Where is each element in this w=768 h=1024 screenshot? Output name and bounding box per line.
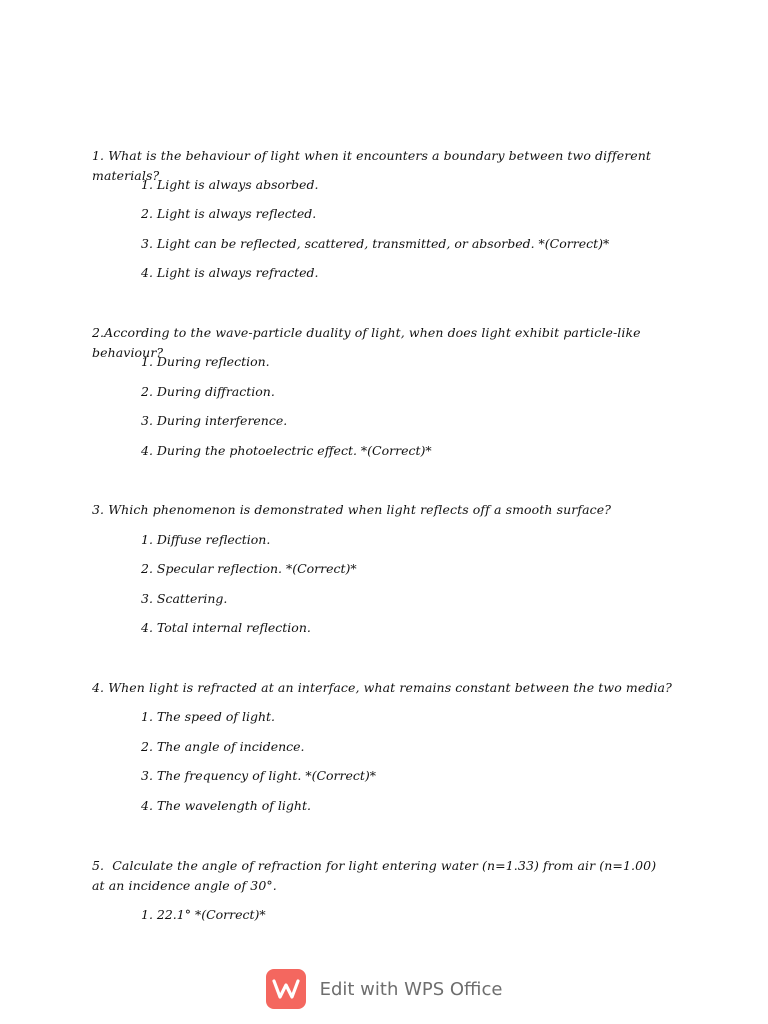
question-3-option-2: 2. Specular reflection. *(Correct)* bbox=[141, 561, 357, 576]
question-4-option-1: 1. The speed of light. bbox=[141, 709, 276, 724]
question-4-option-2: 2. The angle of incidence. bbox=[141, 739, 305, 754]
question-3: 3. Which phenomenon is demonstrated when light reflects off a smooth surface? bbox=[92, 502, 612, 517]
question-3-option-1: 1. Diffuse reflection. bbox=[141, 532, 271, 547]
wps-logo-icon bbox=[266, 969, 306, 1009]
question-2-option-3: 3. During interference. bbox=[141, 413, 288, 428]
question-1-option-2: 2. Light is always reflected. bbox=[141, 206, 317, 221]
question-5-option-1: 1. 22.1° *(Correct)* bbox=[141, 907, 266, 922]
question-3-option-3: 3. Scattering. bbox=[141, 591, 228, 606]
question-1-option-1: 1. Light is always absorbed. bbox=[141, 177, 319, 192]
question-4-option-3: 3. The frequency of light. *(Correct)* bbox=[141, 768, 377, 783]
question-5: 5. Calculate the angle of refraction for light entering water (n=1.33) from air (n=1.00) at an incidence angle of 30°. bbox=[92, 858, 661, 893]
question-4: 4. When light is refracted at an interface, what remains constant between the two media? bbox=[92, 680, 672, 695]
wps-w-glyph bbox=[272, 978, 300, 1000]
question-2: 2.According to the wave-particle duality of light, when does light exhibit particle-like behaviour? bbox=[92, 325, 645, 360]
question-1: 1. What is the behaviour of light when it encounters a boundary between two different materials? bbox=[92, 148, 656, 183]
question-1-option-4: 4. Light is always refracted. bbox=[141, 265, 319, 280]
question-1-option-3: 3. Light can be reflected, scattered, transmitted, or absorbed. *(Correct)* bbox=[141, 236, 610, 251]
question-2-option-1: 1. During reflection. bbox=[141, 354, 270, 369]
question-3-option-4: 4. Total internal reflection. bbox=[141, 620, 311, 635]
wps-edit-banner[interactable] bbox=[0, 968, 768, 1010]
wps-edit-label[interactable]: Edit with WPS Office bbox=[319, 978, 503, 1000]
question-4-option-4: 4. The wavelength of light. bbox=[141, 798, 311, 813]
question-2-option-4: 4. During the photoelectric effect. *(Correct)* bbox=[141, 443, 432, 458]
question-2-option-2: 2. During diffraction. bbox=[141, 384, 275, 399]
